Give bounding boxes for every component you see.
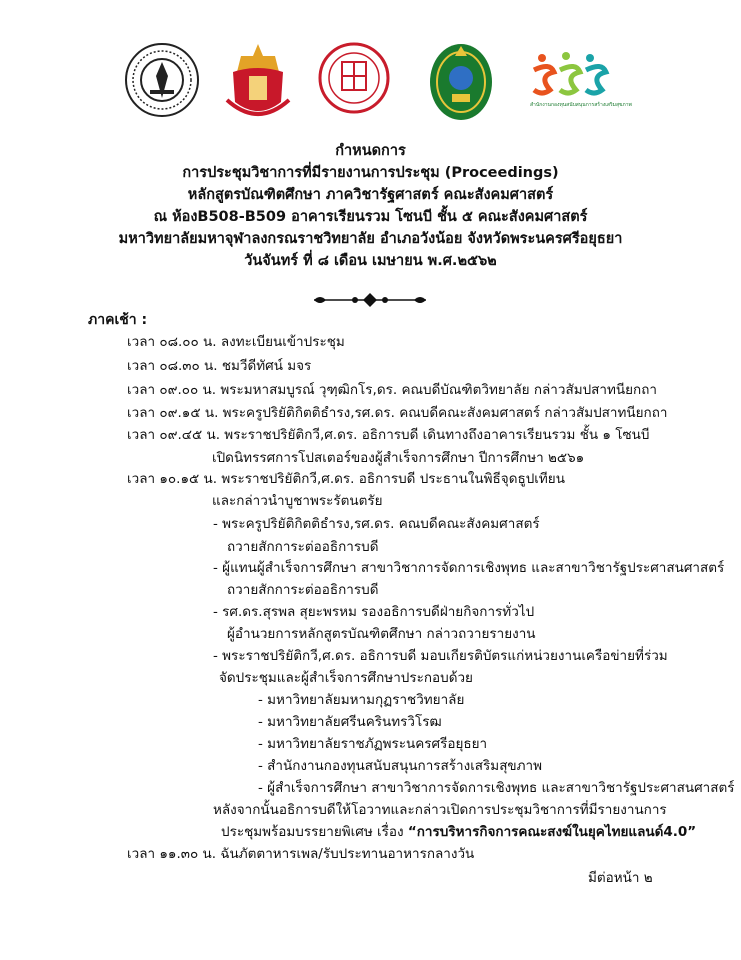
university-location: มหาวิทยาลัยมหาจุฬาลงกรณราชวิทยาลัย อำเภอวังน้อย จังหวัดพระนครศรีอยุธยา (118, 231, 623, 247)
agenda-line: หลังจากนั้นอธิการบดีให้โอวาทและกล่าวเปิดการประชุมวิชาการที่มีรายงานการ (213, 802, 667, 818)
agenda-subitem: - พระราชปริยัติกวี,ศ.ดร. อธิการบดี มอบเกียรติบัตรแก่หน่วยงานเครือข่ายที่ร่วม (213, 648, 668, 664)
continued-on-page-2: มีต่อหน้า ๒ (588, 870, 653, 886)
agenda-line: เวลา ๐๙.๑๕ น. พระครูปริยัติกิตติธำรง,รศ.ดร. คณบดีคณะสังคมศาสตร์ กล่าวสัมปสาทนียกถา (127, 405, 668, 421)
special-lecture-prefix: ประชุมพร้อมบรรยายพิเศษ เรื่อง (221, 824, 408, 840)
agenda-line: เวลา ๐๙.๐๐ น. พระมหาสมบูรณ์ วุฑฺฒิกโร,ดร. คณบดีบัณฑิตวิทยาลัย กล่าวสัมปสาทนียกถา (127, 382, 657, 398)
partner-item: - มหาวิทยาลัยศรีนครินทรวิโรฒ (258, 714, 442, 730)
agenda-line: เวลา ๑๐.๑๕ น. พระราชปริยัติกวี,ศ.ดร. อธิการบดี ประธานในพิธีจุดธูปเทียน (127, 471, 565, 487)
agenda-line: เวลา ๐๘.๐๐ น. ลงทะเบียนเข้าประชุม (127, 334, 345, 350)
partner-item: - ผู้สำเร็จการศึกษา สาขาวิชาการจัดการเชิงพุทธ และสาขาวิชารัฐประศาสนศาสตร์ (258, 780, 735, 796)
special-lecture-title: “การบริหารกิจการคณะสงฆ์ในยุคไทยแลนด์4.0” (407, 824, 697, 840)
agenda-subitem-cont: ผู้อำนวยการหลักสูตรบัณฑิตศึกษา กล่าวถวายรายงาน (227, 626, 536, 642)
title-block (0, 140, 741, 272)
logo-row (0, 42, 741, 122)
event-date: วันจันทร์ ที่ ๘ เดือน เมษายน พ.ศ.๒๕๖๒ (244, 253, 497, 269)
thaihealth-logo-icon (530, 50, 614, 98)
venue: ณ ห้องB508-B509 อาคารเรียนรวม โซนบี ชั้น ๕ คณะสังคมศาสตร์ (153, 209, 588, 225)
document-title: กำหนดการ (335, 143, 406, 159)
partner-item: - สำนักงานกองทุนสนับสนุนการสร้างเสริมสุขภาพ (258, 758, 543, 774)
agenda-subitem: - ผู้แทนผู้สำเร็จการศึกษา สาขาวิชาการจัดการเชิงพุทธ และสาขาวิชารัฐประศาสนศาสตร์ (213, 560, 725, 576)
thaihealth-caption: สำนักงานกองทุนสนับสนุนการสร้างเสริมสุขภาพ (530, 102, 632, 108)
agenda-line: และกล่าวนำบูชาพระรัตนตรัย (212, 493, 383, 509)
program-name: หลักสูตรบัณฑิตศึกษา ภาควิชารัฐศาสตร์ คณะสังคมศาสตร์ (187, 187, 554, 203)
ornamental-divider (310, 288, 430, 312)
university-seal-icon (318, 42, 390, 114)
event-name: การประชุมวิชาการที่มีรายงานการประชุม (Proceedings) (182, 165, 559, 181)
agenda-subitem-cont: จัดประชุมและผู้สำเร็จการศึกษาประกอบด้วย (219, 670, 473, 686)
agenda-line: เวลา ๑๑.๓๐ น. ฉันภัตตาหารเพล/รับประทานอาหารกลางวัน (127, 846, 475, 862)
agenda-subitem: - พระครูปริยัติกิตติธำรง,รศ.ดร. คณบดีคณะสังคมศาสตร์ (213, 516, 540, 532)
session-label: ภาคเช้า : (88, 312, 148, 328)
agenda-line: เวลา ๐๙.๔๕ น. พระราชปริยัติกวี,ศ.ดร. อธิการบดี เดินทางถึงอาคารเรียนรวม ชั้น ๑ โซนบี (127, 427, 650, 443)
agenda-line: เวลา ๐๘.๓๐ น. ชมวีดีทัศน์ มจร (127, 358, 312, 374)
partner-item: - มหาวิทยาลัยมหามกุฏราชวิทยาลัย (258, 692, 465, 708)
thaihealth-logo (530, 50, 632, 108)
royal-emblem-icon (225, 42, 291, 122)
special-lecture-line (221, 822, 696, 842)
partner-item: - มหาวิทยาลัยราชภัฏพระนครศรีอยุธยา (258, 736, 488, 752)
rajabhat-emblem-icon (428, 42, 494, 122)
agenda-subitem-cont: ถวายสักการะต่ออธิการบดี (227, 539, 379, 555)
agenda-subitem-cont: ถวายสักการะต่ออธิการบดี (227, 582, 379, 598)
agenda-subitem: - รศ.ดร.สุรพล สุยะพรหม รองอธิการบดีฝ่ายกิจการทั่วไป (213, 604, 535, 620)
temple-seal-icon (124, 42, 200, 118)
agenda-line: เปิดนิทรรศการโปสเตอร์ของผู้สำเร็จการศึกษา ปีการศึกษา ๒๕๖๑ (212, 450, 585, 466)
